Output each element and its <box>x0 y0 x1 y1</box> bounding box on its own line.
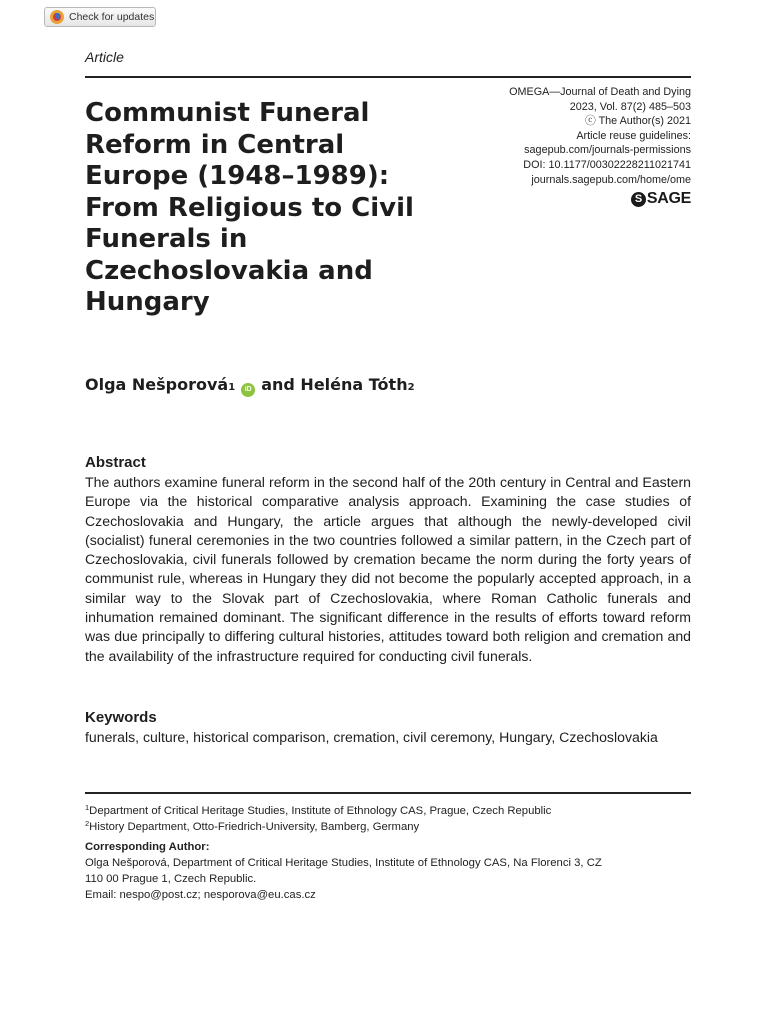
permissions-link[interactable]: sagepub.com/journals-permissions <box>524 144 691 157</box>
author-name: Heléna Tóth <box>300 375 408 394</box>
orcid-icon[interactable]: iD <box>241 383 255 397</box>
footnote-divider <box>85 792 691 794</box>
author-list: Olga Nešporová 1 iD and Heléna Tóth 2 <box>85 375 415 396</box>
corresponding-author-email[interactable]: Email: nespo@post.cz; nesporova@eu.cas.cz <box>85 889 316 901</box>
copyright-line: ⓒ The Author(s) 2021 <box>584 115 691 128</box>
author-connector: and <box>261 375 295 394</box>
journal-info <box>431 85 691 187</box>
sage-logo-icon: S <box>631 192 646 207</box>
section-label: Article <box>85 49 124 65</box>
crossmark-icon <box>50 10 64 24</box>
corresponding-author-address-cont: 110 00 Prague 1, Czech Republic. <box>85 873 257 885</box>
affiliation-item <box>85 819 691 835</box>
affiliations <box>85 803 691 835</box>
header-divider <box>85 76 691 78</box>
sage-logo <box>631 190 691 208</box>
keywords-heading: Keywords <box>85 709 157 726</box>
affiliation-number: 2 <box>85 819 90 828</box>
corresponding-author-heading: Corresponding Author: <box>85 841 210 853</box>
affiliation-text: History Department, Otto-Friedrich-University, Bamberg, Germany <box>89 821 420 833</box>
affiliation-item <box>85 803 691 819</box>
journal-name: OMEGA—Journal of Death and Dying <box>509 86 691 98</box>
sage-logo-text: SAGE <box>646 190 691 207</box>
article-title: Communist Funeral Reform in Central Europe (1948–1989): From Religious to Civil Funerals in Czechoslovakia and Hungary <box>85 98 414 317</box>
reuse-guidelines-label: Article reuse guidelines: <box>576 129 691 142</box>
journal-homepage-link[interactable]: journals.sagepub.com/home/ome <box>531 173 691 186</box>
check-for-updates-label: Check for updates <box>69 11 155 23</box>
corresponding-author <box>85 839 691 903</box>
affiliation-number: 1 <box>85 803 90 812</box>
corresponding-author-address: Olga Nešporová, Department of Critical Heritage Studies, Institute of Ethnology CAS, Na Florenci 3, CZ <box>85 857 602 869</box>
abstract-heading: Abstract <box>85 454 146 471</box>
check-for-updates-button[interactable] <box>44 7 156 27</box>
keywords-text: funerals, culture, historical comparison, cremation, civil ceremony, Hungary, Czechoslovakia <box>85 729 658 745</box>
affiliation-text: Department of Critical Heritage Studies, Institute of Ethnology CAS, Prague, Czech Republic <box>89 805 552 817</box>
abstract-text: The authors examine funeral reform in the second half of the 20th century in Central and Eastern Europe via the historical comparative analysis approach. Examining the case studies of Czechoslovakia and Hungary, the article argues that although the newly-developed civil (socialist) funeral ceremonies in the two countries followed a similar pattern, in the Czech part of Czechoslovakia, civil funerals followed by cremation became the norm during the forty years of communist rule, whereas in Hungary they did not become the popularly accepted approach, in a similar way to the Slovak part of Czechoslovakia, where Roman Catholic funerals and inhumation remained dominant. The significant difference in the results of efforts toward reform was due principally to differing cultural histories, attitudes toward both religion and cremation and the availability of the infrastructure required for conducting civil funerals. <box>85 474 691 664</box>
journal-volume: 2023, Vol. 87(2) 485–503 <box>569 100 691 113</box>
doi-link[interactable]: DOI: 10.1177/00302228211021741 <box>523 158 691 171</box>
author-name: Olga Nešporová <box>85 375 229 394</box>
